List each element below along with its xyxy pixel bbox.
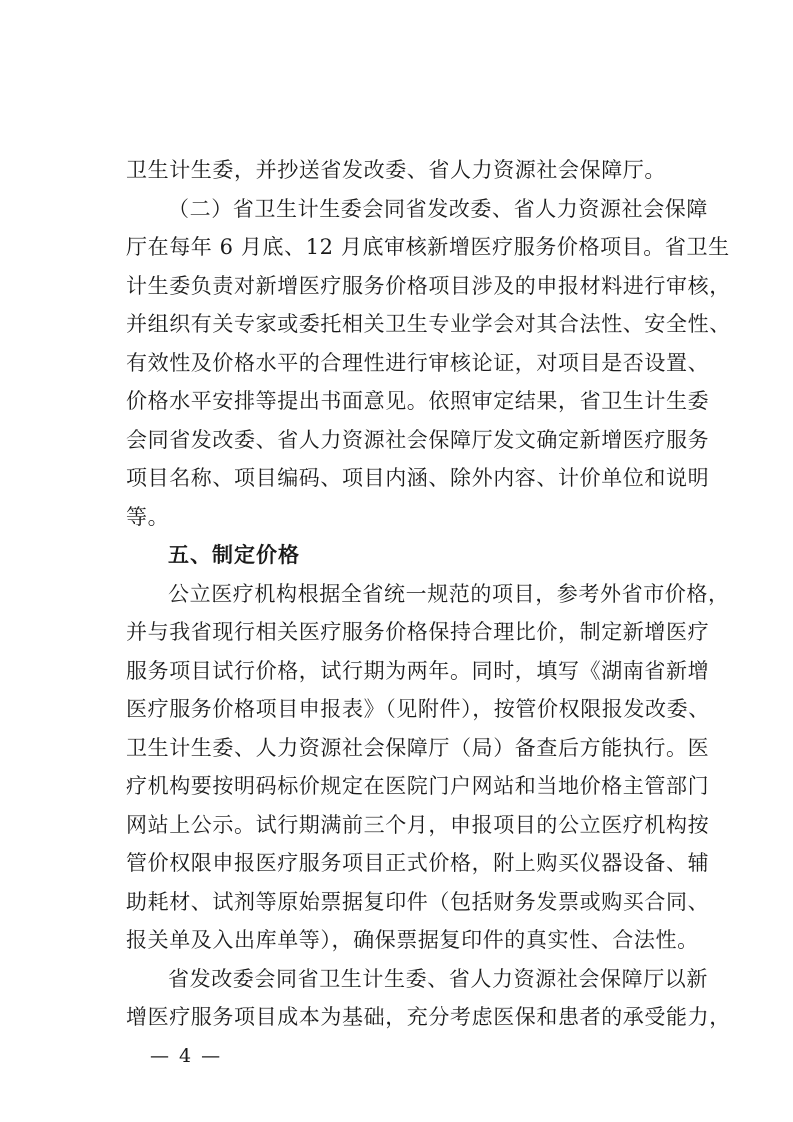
text-line: 计生委负责对新增医疗服务价格项目涉及的申报材料进行审核， bbox=[126, 274, 731, 298]
text-line: 管价权限申报医疗服务项目正式价格，附上购买仪器设备、辅 bbox=[126, 851, 710, 875]
text-line: 有效性及价格水平的合理性进行审核论证，对项目是否设置、 bbox=[126, 351, 710, 375]
text-line: 疗机构要按明码标价规定在医院门户网站和当地价格主管部门 bbox=[126, 774, 710, 798]
text-line: 厅在每年 6 月底、12 月底审核新增医疗服务价格项目。省卫生 bbox=[126, 235, 730, 259]
text-line: 报关单及入出库单等），确保票据复印件的真实性、合法性。 bbox=[126, 928, 699, 952]
text-line: 省发改委会同省卫生计生委、省人力资源社会保障厅以新 bbox=[168, 967, 708, 991]
text-line: 并与我省现行相关医疗服务价格保持合理比价，制定新增医疗 bbox=[126, 620, 710, 644]
text-line: 服务项目试行价格，试行期为两年。同时，填写《湖南省新增 bbox=[126, 659, 710, 683]
page-number: — 4 — bbox=[150, 1045, 223, 1067]
text-line: 并组织有关专家或委托相关卫生专业学会对其合法性、安全性、 bbox=[126, 312, 731, 336]
text-line: 增医疗服务项目成本为基础，充分考虑医保和患者的承受能力， bbox=[126, 1005, 731, 1029]
text-line: 网站上公示。试行期满前三个月，申报项目的公立医疗机构按 bbox=[126, 813, 710, 837]
text-line: 会同省发改委、省人力资源社会保障厅发文确定新增医疗服务 bbox=[126, 428, 710, 452]
text-line: 卫生计生委，并抄送省发改委、省人力资源社会保障厅。 bbox=[126, 158, 666, 182]
text-line: 价格水平安排等提出书面意见。依照审定结果，省卫生计生委 bbox=[126, 389, 710, 413]
text-line: 公立医疗机构根据全省统一规范的项目，参考外省市价格， bbox=[168, 582, 730, 606]
text-line: 项目名称、项目编码、项目内涵、除外内容、计价单位和说明 bbox=[126, 466, 710, 490]
text-line: 等。 bbox=[126, 505, 170, 529]
text-line: 卫生计生委、人力资源社会保障厅（局）备查后方能执行。医 bbox=[126, 736, 710, 760]
text-line: 助耗材、试剂等原始票据复印件（包括财务发票或购买合同、 bbox=[126, 890, 710, 914]
text-line: 医疗服务价格项目申报表》（见附件），按管价权限报发改委、 bbox=[126, 697, 710, 721]
text-line: （二）省卫生计生委会同省发改委、省人力资源社会保障 bbox=[168, 197, 708, 221]
section-heading: 五、制定价格 bbox=[168, 543, 300, 567]
